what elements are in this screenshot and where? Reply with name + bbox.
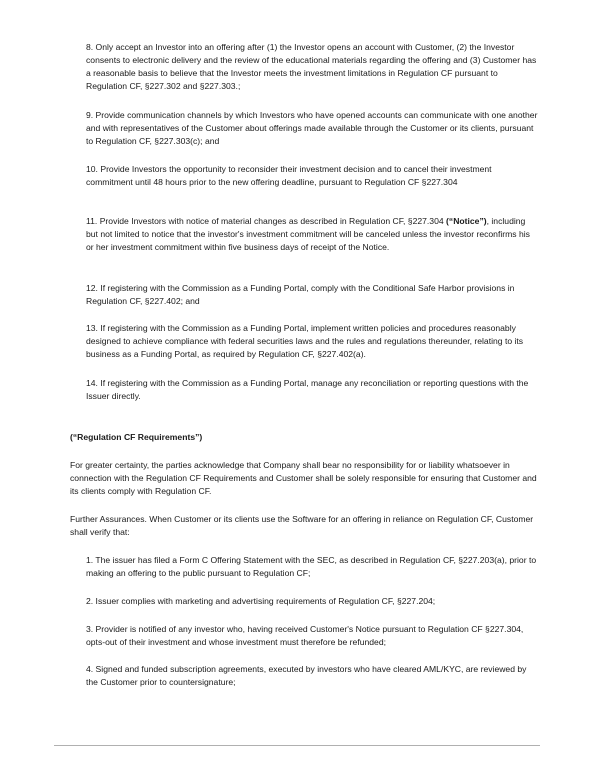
- obligation-item-9: 9. Provide communication channels by which Investors who have opened accounts can communicate with one another and with representatives of the Customer about offerings made available through the Customer or its clients, pursuant to Regulation CF, §227.303(c); and: [86, 110, 538, 146]
- verification-item-3: 3. Provider is notified of any investor who, having received Customer's Notice pursuant to Regulation CF §227.304, opts-out of their investment and whose investment must therefore be refunded;: [86, 624, 524, 647]
- obligation-item-14: 14. If registering with the Commission as a Funding Portal, manage any reconciliation or reporting questions with the Issuer directly.: [86, 378, 529, 401]
- footer-divider: [54, 745, 540, 746]
- further-assurances-paragraph: Further Assurances. When Customer or its clients use the Software for an offering in reliance on Regulation CF, Customer shall verify that:: [70, 514, 534, 537]
- item-11-text-end: , including but not limited to notice that the investor's investment commitment will be canceled unless the investor reconfirms his or her investment commitment within five business days of receipt of the Notice.: [86, 216, 530, 252]
- obligation-item-12: 12. If registering with the Commission as a Funding Portal, comply with the Conditional Safe Harbor provisions in Regulation CF, §227.402; and: [86, 283, 515, 306]
- obligation-item-8: 8. Only accept an Investor into an offering after (1) the Investor opens an account with Customer, (2) the Investor consents to electronic delivery and the review of the educational materials regarding the offering and (3) Customer has a reasonable basis to believe that the Investor meets the investment limitations in Regulation CF pursuant to Regulation CF, §227.302 and §227.303.;: [86, 42, 537, 91]
- obligation-item-11: [86, 215, 538, 254]
- verification-item-1: 1. The issuer has filed a Form C Offering Statement with the SEC, as described in Regulation CF, §227.203(a), prior to making an offering to the public pursuant to Regulation CF;: [86, 555, 537, 578]
- verification-item-2: 2. Issuer complies with marketing and advertising requirements of Regulation CF, §227.204;: [86, 596, 436, 606]
- verification-item-4: 4. Signed and funded subscription agreements, executed by investors who have cleared AML/KYC, are reviewed by the Customer prior to countersignature;: [86, 664, 527, 687]
- greater-certainty-paragraph: For greater certainty, the parties acknowledge that Company shall bear no responsibility for or liability whatsoever in connection with the Regulation CF Requirements and Customer shall be solely responsible for ensuring that Customer and its clients comply with Regulation CF.: [70, 460, 537, 496]
- item-11-text-start: 11. Provide Investors with notice of material changes as described in Regulation CF, §227.304: [86, 216, 447, 226]
- notice-defined-term: (“Notice”): [446, 216, 487, 226]
- obligation-item-13: 13. If registering with the Commission as a Funding Portal, implement written policies and procedures reasonably designed to achieve compliance with federal securities laws and the rules and regulations thereunder, relating to its business as a Funding Portal, as required by Regulation CF, §227.402(a).: [86, 323, 524, 359]
- obligation-item-10: 10. Provide Investors the opportunity to reconsider their investment decision and to cancel their investment commitment until 48 hours prior to the new offering deadline, pursuant to Regulation CF §227.304: [86, 164, 492, 187]
- section-heading: (“Regulation CF Requirements”): [70, 432, 203, 442]
